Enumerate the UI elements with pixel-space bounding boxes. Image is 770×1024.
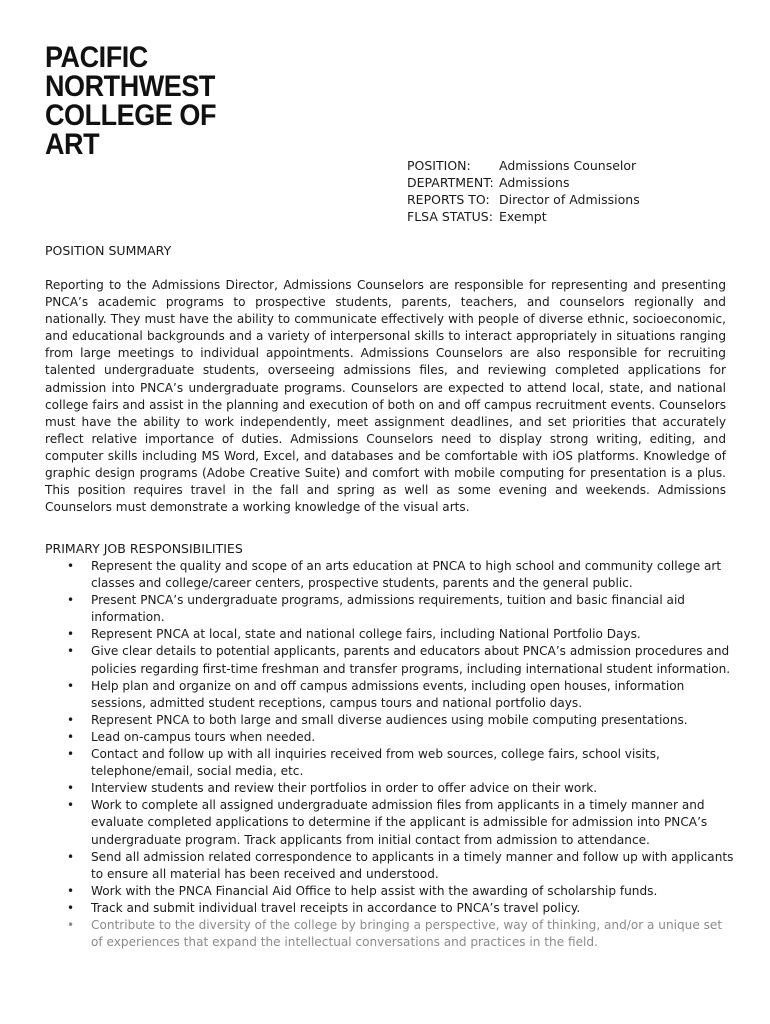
info-row-department [407,174,640,191]
bullet-icon: • [67,883,75,898]
bullet-icon: • [67,900,75,915]
info-value: Admissions [499,175,570,190]
info-label: REPORTS TO: [407,192,490,207]
list-item [45,780,735,797]
list-item-text: Send all admission related correspondence to applicants in a timely manner and follow up with applicants to ensure all material has been received and understood. [91,849,734,881]
list-item [45,900,735,917]
logo-line: PACIFIC [45,41,148,74]
list-item [45,678,735,712]
position-summary-text: Reporting to the Admissions Director, Admissions Counselors are responsible for representing and presenting PNCA’s academic programs to prospective students, parents, teachers, and counselors regionally and nationally. They must have the ability to communicate effectively with people of diverse ethnic, socioeconomic, and educational backgrounds and a variety of interpersonal skills to interact appropriately in situations ranging from large meetings to individual appointments. Admissions Counselors are also responsible for recruiting talented undergraduate students, overseeing admissions files, and reviewing completed applications for admission into PNCA’s undergraduate programs. Counselors are expected to attend local, state, and national college fairs and assist in the planning and execution of both on and off campus recruitment events. Counselors must have the ability to work independently, meet assignment deadlines, and set priorities that accurately reflect relative importance of duties. Admissions Counselors need to display strong writing, editing, and computer skills including MS Word, Excel, and databases and be comfortable with iOS platforms. Knowledge of graphic design programs (Adobe Creative Suite) and comfort with mobile computing for presentation is a plus. This position requires travel in the fall and spring as well as some evening and weekends. Admissions Counselors must demonstrate a working knowledge of the visual arts. [45,278,726,515]
logo-line: ART [45,128,100,161]
list-item [45,712,735,729]
list-item [45,643,735,677]
list-item-text: Work to complete all assigned undergraduate admission files from applicants in a timely manner and evaluate completed applications to determine if the applicant is admissible for admission into PNCA’s undergraduate program. Track applicants from initial contact from admission to attendance. [91,798,708,847]
bullet-icon: • [67,593,75,608]
position-summary-heading: POSITION SUMMARY [45,243,172,258]
list-item [45,592,735,626]
info-row-flsa-status [407,208,640,225]
list-item [45,797,735,848]
list-item-text: Present PNCA’s undergraduate programs, admissions requirements, tuition and basic financial aid information. [91,593,685,625]
responsibilities-heading: PRIMARY JOB RESPONSIBILITIES [45,541,243,556]
info-row-position [407,157,640,174]
list-item [45,626,735,643]
responsibilities-list [45,558,735,951]
info-label: FLSA STATUS: [407,209,493,224]
list-item [45,883,735,900]
info-label: POSITION: [407,158,471,173]
info-label: DEPARTMENT: [407,175,494,190]
list-item [45,917,735,951]
list-item-text: Represent PNCA to both large and small diverse audiences using mobile computing presentations. [91,712,688,727]
logo-line: NORTHWEST [45,70,215,103]
list-item [45,746,735,780]
position-info [407,157,640,225]
info-value: Exempt [499,209,547,224]
bullet-icon: • [67,849,75,864]
bullet-icon: • [67,644,75,659]
bullet-icon: • [67,712,75,727]
info-row-reports-to [407,191,640,208]
list-item-text: Represent PNCA at local, state and national college fairs, including National Portfolio Days. [91,627,641,642]
info-value: Admissions Counselor [499,158,637,173]
list-item [45,729,735,746]
info-value: Director of Admissions [499,192,640,207]
list-item-text: Contribute to the diversity of the college by bringing a perspective, way of thinking, and/or a unique set of experiences that expand the intellectual conversations and practices in the field. [91,917,723,950]
list-item-text: Help plan and organize on and off campus admissions events, including open houses, information sessions, admitted student receptions, campus tours and national portfolio days. [91,678,685,710]
list-item-text: Lead on-campus tours when needed. [91,729,316,744]
list-item [45,558,735,592]
bullet-icon: • [67,798,75,813]
bullet-icon: • [67,627,75,642]
bullet-icon: • [67,559,75,573]
bullet-icon: • [67,917,75,932]
list-item-text: Represent the quality and scope of an arts education at PNCA to high school and community college art classes and college/career centers, prospective students, parents and the general public. [91,559,722,591]
list-item [45,849,735,883]
bullet-icon: • [67,781,75,796]
list-item-text: Work with the PNCA Financial Aid Office to help assist with the awarding of scholarship funds. [91,883,658,898]
bullet-icon: • [67,747,75,762]
college-logo [45,43,225,159]
list-item-text: Track and submit individual travel receipts in accordance to PNCA’s travel policy. [91,900,581,915]
bullet-icon: • [67,678,75,693]
bullet-icon: • [67,729,75,744]
list-item-text: Give clear details to potential applicants, parents and educators about PNCA’s admission procedures and policies regarding first-time freshman and transfer programs, including international student information. [91,644,731,676]
list-item-text: Contact and follow up with all inquiries received from web sources, college fairs, school visits, telephone/email, social media, etc. [91,747,660,779]
list-item-text: Interview students and review their portfolios in order to offer advice on their work. [91,781,598,796]
logo-line: COLLEGE OF [45,99,216,132]
